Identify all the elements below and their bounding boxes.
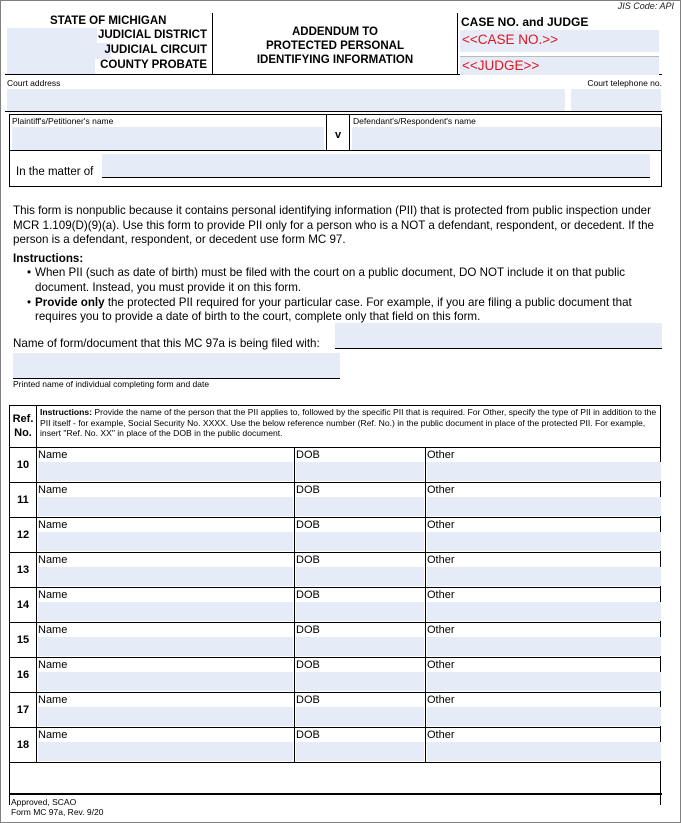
other-label: Other (427, 484, 455, 496)
printed-name-label: Printed name of individual completing form and date (13, 379, 210, 389)
ref-header-line: No. (14, 427, 32, 439)
name-field[interactable] (38, 637, 293, 656)
dob-label: DOB (296, 519, 320, 531)
other-label: Other (427, 519, 455, 531)
matter-row (9, 151, 662, 187)
table-body (10, 448, 660, 763)
ref-number: 15 (10, 623, 37, 657)
ref-number: 10 (10, 448, 37, 482)
dob-cell (295, 553, 426, 587)
name-field[interactable] (38, 602, 293, 621)
name-label: Name (38, 589, 68, 601)
dob-cell (295, 693, 426, 727)
probate-label: COUNTY PROBATE (100, 59, 207, 71)
name-label: Name (38, 519, 68, 531)
other-cell (426, 623, 662, 657)
other-cell (426, 483, 662, 517)
table-instructions-bold: Instructions: (40, 407, 93, 417)
other-label: Other (427, 589, 455, 601)
pii-table (9, 405, 661, 805)
circuit-field[interactable] (7, 43, 111, 59)
name-field[interactable] (38, 462, 293, 481)
instruction-item (13, 296, 663, 325)
ref-number: 13 (10, 553, 37, 587)
instructions-heading: Instructions: (13, 251, 84, 265)
ref-header-line: Ref. (12, 413, 34, 425)
form-title-line: PROTECTED PERSONAL (265, 40, 404, 52)
dob-label: DOB (296, 589, 320, 601)
name-cell (37, 693, 295, 727)
dob-field[interactable] (296, 567, 424, 586)
other-field[interactable] (427, 707, 661, 726)
district-field[interactable] (7, 28, 97, 44)
name-cell (37, 483, 295, 517)
filed-with-field[interactable] (335, 323, 662, 349)
court-header (5, 13, 213, 75)
name-field[interactable] (38, 742, 293, 761)
footer-divider (9, 793, 662, 795)
name-cell (37, 728, 295, 762)
ref-number: 16 (10, 658, 37, 692)
form-title (213, 13, 458, 75)
instruction-bold: Provide only (35, 295, 105, 309)
dob-field[interactable] (296, 742, 424, 761)
table-row (10, 693, 660, 728)
other-label: Other (427, 449, 455, 461)
parties-row (9, 114, 662, 151)
other-cell (426, 658, 662, 692)
dob-field[interactable] (296, 602, 424, 621)
matter-field[interactable] (102, 154, 650, 178)
state-label: STATE OF MICHIGAN (50, 15, 167, 27)
name-label: Name (38, 624, 68, 636)
table-row (10, 658, 660, 693)
dob-label: DOB (296, 659, 320, 671)
name-label: Name (38, 659, 68, 671)
case-block (458, 13, 662, 75)
ref-number: 11 (10, 483, 37, 517)
county-field[interactable] (7, 58, 95, 74)
table-row (10, 623, 660, 658)
court-telephone-field[interactable] (571, 89, 661, 111)
other-field[interactable] (427, 602, 661, 621)
table-tail (10, 763, 660, 805)
other-cell (426, 553, 662, 587)
judge-field[interactable]: <<JUDGE>> (460, 56, 659, 75)
other-cell (426, 588, 662, 622)
dob-field[interactable] (296, 637, 424, 656)
name-cell (37, 658, 295, 692)
dob-cell (295, 658, 426, 692)
intro-paragraph: This form is nonpublic because it contains personal identifying information (PII) that is protected from public inspection under MCR 1.109(D)(9)(a). Use this form to provide PII only for a person who is a NOT a defendant, respondent, or decedent. If the person is a defendant, respondent, or decedent use form MC 97. (13, 204, 654, 247)
name-label: Name (38, 694, 68, 706)
jis-code: JIS Code: API (617, 1, 674, 11)
other-label: Other (427, 694, 455, 706)
name-cell (37, 448, 295, 482)
dob-cell (295, 588, 426, 622)
court-address-field[interactable] (7, 89, 565, 111)
defendant-field[interactable] (352, 127, 661, 150)
court-telephone-label: Court telephone no. (587, 78, 662, 88)
name-cell (37, 623, 295, 657)
ref-number: 14 (10, 588, 37, 622)
dob-field[interactable] (296, 672, 424, 691)
name-label: Name (38, 554, 68, 566)
dob-cell (295, 728, 426, 762)
other-label: Other (427, 554, 455, 566)
form-number-label: Form MC 97a, Rev. 9/20 (11, 807, 104, 817)
dob-label: DOB (296, 624, 320, 636)
approved-label: Approved, SCAO (11, 797, 77, 807)
form-footer (11, 797, 103, 817)
dob-label: DOB (296, 554, 320, 566)
other-cell (426, 518, 662, 552)
other-field[interactable] (427, 672, 661, 691)
other-field[interactable] (427, 567, 661, 586)
other-cell (426, 693, 662, 727)
dob-label: DOB (296, 694, 320, 706)
ref-no-header (10, 406, 37, 447)
plaintiff-label: Plaintiff's/Petitioner's name (12, 116, 114, 126)
dob-cell (295, 448, 426, 482)
dob-label: DOB (296, 449, 320, 461)
circuit-label: JUDICIAL CIRCUIT (104, 44, 207, 56)
filed-with-row (13, 323, 662, 349)
other-label: Other (427, 624, 455, 636)
instructions-list (13, 266, 663, 324)
ref-number: 18 (10, 728, 37, 762)
instruction-item (13, 266, 663, 295)
other-field[interactable] (427, 532, 661, 551)
other-field[interactable] (427, 637, 661, 656)
name-field[interactable] (38, 672, 293, 691)
name-cell (37, 588, 295, 622)
form-title-line: ADDENDUM TO (291, 26, 379, 38)
defendant-label: Defendant's/Respondent's name (353, 116, 476, 126)
filed-with-label: Name of form/document that this MC 97a is being filed with: (13, 337, 320, 350)
table-row (10, 448, 660, 483)
court-address-label: Court address (7, 78, 61, 88)
name-label: Name (38, 449, 68, 461)
name-field[interactable] (38, 497, 293, 516)
dob-field[interactable] (296, 462, 424, 481)
name-field[interactable] (38, 707, 293, 726)
case-number-field[interactable]: <<CASE NO.>> (460, 30, 659, 52)
dob-cell (295, 518, 426, 552)
printed-name-field[interactable] (13, 353, 340, 379)
other-label: Other (427, 729, 455, 741)
plaintiff-field[interactable] (12, 127, 324, 150)
table-instructions (40, 407, 658, 439)
dob-cell (295, 483, 426, 517)
other-cell (426, 448, 662, 482)
name-field[interactable] (38, 567, 293, 586)
instruction-text: When PII (such as date of birth) must be filed with the court on a public document, DO NOT include it on that public document. Instead, you must provide it on this form. (35, 266, 626, 294)
matter-label: In the matter of (16, 166, 94, 178)
dob-label: DOB (296, 729, 320, 741)
district-label: JUDICIAL DISTRICT (97, 29, 207, 41)
dob-field[interactable] (296, 497, 424, 516)
other-label: Other (427, 659, 455, 671)
case-judge-label: CASE NO. and JUDGE (461, 15, 589, 29)
dob-cell (295, 623, 426, 657)
name-field[interactable] (38, 532, 293, 551)
name-cell (37, 518, 295, 552)
name-label: Name (38, 729, 68, 741)
table-row (10, 588, 660, 623)
table-row (10, 518, 660, 553)
form-instructions (13, 204, 663, 325)
dob-field[interactable] (296, 707, 424, 726)
ref-number: 12 (10, 518, 37, 552)
table-row (10, 483, 660, 518)
other-field[interactable] (427, 462, 661, 481)
name-label: Name (38, 484, 68, 496)
form-title-line: IDENTIFYING INFORMATION (256, 54, 414, 66)
dob-field[interactable] (296, 532, 424, 551)
instruction-text: the protected PII required for your particular case. For example, if you are filing a public document that requires you to provide a date of birth to the court, complete only that field on this form. (35, 295, 632, 324)
table-row (10, 728, 660, 763)
other-cell (426, 728, 662, 762)
name-cell (37, 553, 295, 587)
table-row (10, 553, 660, 588)
versus-label: v (326, 115, 350, 150)
table-instructions-text: Provide the name of the person that the PII applies to, followed by the specific PII that is required. For Other, specify the type of PII in addition to the PII itself - for example, Social Security No. XXXX. Use the below reference number (Ref. No.) in the public document in place of the protected PII. For example, insert "Ref. No. XX" in place of the DOB in the public document. (40, 407, 657, 439)
table-header (10, 406, 660, 448)
dob-label: DOB (296, 484, 320, 496)
other-field[interactable] (427, 742, 661, 761)
court-address-row (5, 75, 662, 112)
other-field[interactable] (427, 497, 661, 516)
ref-number: 17 (10, 693, 37, 727)
